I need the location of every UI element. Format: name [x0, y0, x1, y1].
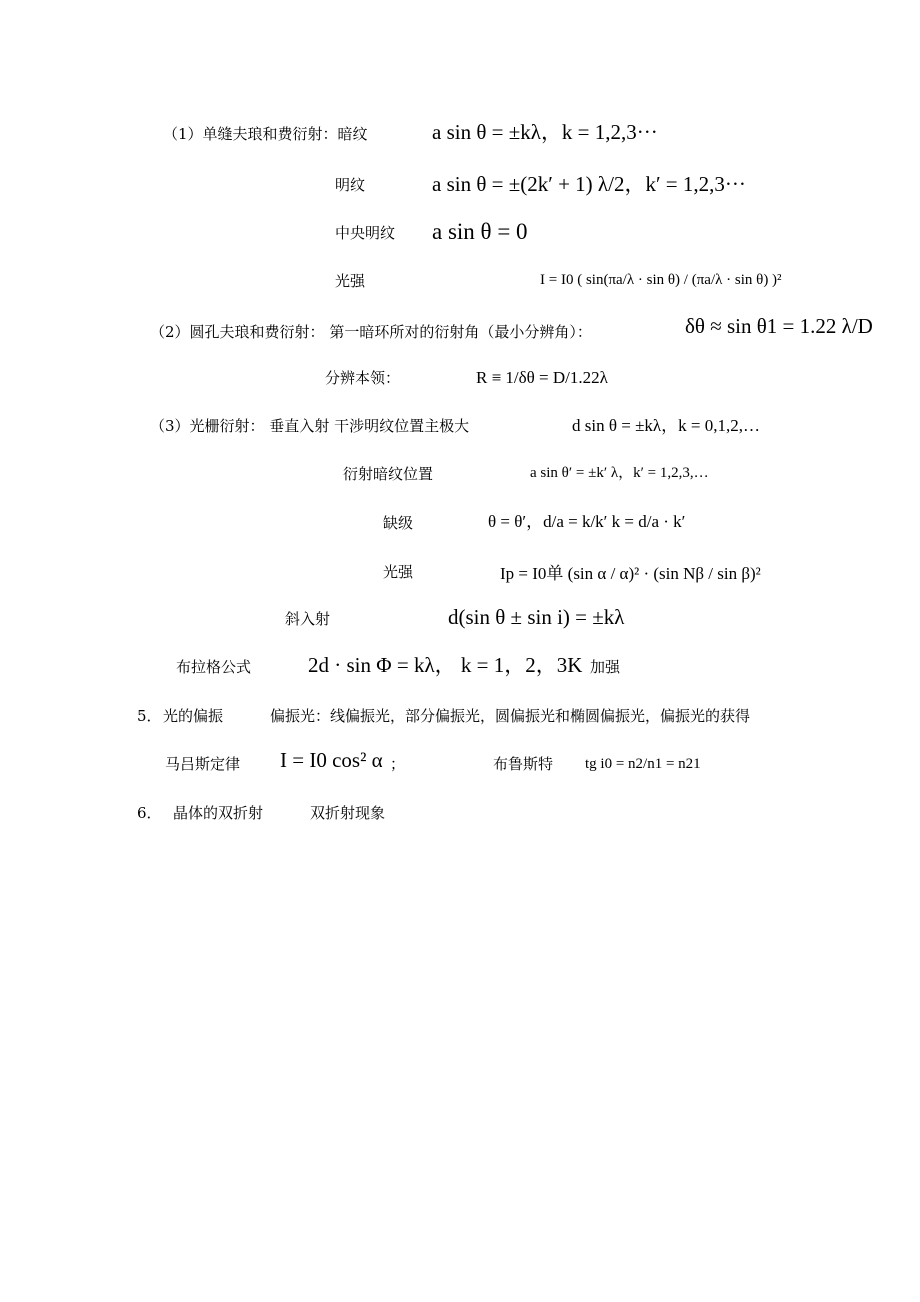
s1-central-label: 中央明纹 [335, 224, 396, 242]
s1-bright-formula: a sin θ = ±(2k′ + 1) λ/2，k′ = 1,2,3··· [432, 172, 746, 196]
malus-formula: I = I0 cos² α [280, 748, 383, 772]
bragg-label: 布拉格公式 [176, 658, 252, 676]
s1-intensity-label: 光强 [335, 272, 366, 290]
brewster-label: 布鲁斯特 [493, 755, 554, 773]
s2-heading: （2）圆孔夫琅和费衍射： 第一暗环所对的衍射角（最小分辨角）： [150, 323, 592, 341]
s6-desc: 双折射现象 [310, 804, 386, 822]
s3-principal-formula: d sin θ = ±kλ，k = 0,1,2,… [572, 416, 760, 435]
s6-number: 6． [137, 804, 162, 822]
s1-dark-formula: a sin θ = ±kλ，k = 1,2,3··· [432, 120, 658, 144]
s3-dark-formula: a sin θ′ = ±k′ λ，k′ = 1,2,3,… [530, 465, 709, 481]
brewster-formula: tg i0 = n2/n1 = n21 [585, 756, 701, 772]
s5-heading: 光的偏振 [163, 707, 224, 725]
s3-intensity-formula: Ip = I0单 (sin α / α)² · (sin Nβ / sin β)² [500, 564, 761, 583]
s3-missing-formula: θ = θ′，d/a = k/k′ k = d/a · k′ [488, 512, 686, 531]
s5-desc: 偏振光：线偏振光，部分偏振光，圆偏振光和椭圆偏振光，偏振光的获得 [270, 707, 751, 725]
s3-missing-label: 缺级 [383, 514, 414, 532]
malus-label: 马吕斯定律 [165, 755, 241, 773]
s2-angle-formula: δθ ≈ sin θ1 = 1.22 λ/D [685, 314, 873, 338]
s3-dark-label: 衍射暗纹位置 [343, 465, 434, 483]
s5-number: 5． [137, 707, 162, 725]
s1-bright-label: 明纹 [335, 176, 366, 194]
bragg-formula: 2d · sin Φ = kλ， k = 1，2，3K [308, 653, 583, 677]
s2-resolution-label: 分辨本领： [325, 369, 401, 387]
s2-resolution-formula: R ≡ 1/δθ = D/1.22λ [476, 368, 608, 387]
s3-heading: （3）光栅衍射： 垂直入射 干涉明纹位置主极大 [150, 417, 470, 435]
s1-heading: （1）单缝夫琅和费衍射：暗纹 [163, 125, 368, 143]
s3-oblique-formula: d(sin θ ± sin i) = ±kλ [448, 605, 625, 629]
s6-heading: 晶体的双折射 [173, 804, 264, 822]
s3-oblique-label: 斜入射 [285, 610, 331, 628]
s1-intensity-formula: I = I0 ( sin(πa/λ · sin θ) / (πa/λ · sin θ) )² [540, 272, 782, 288]
s1-central-formula: a sin θ = 0 [432, 219, 528, 244]
s3-intensity-label: 光强 [383, 563, 414, 581]
malus-semicolon: ； [390, 755, 406, 773]
bragg-suffix: 加强 [590, 658, 621, 676]
